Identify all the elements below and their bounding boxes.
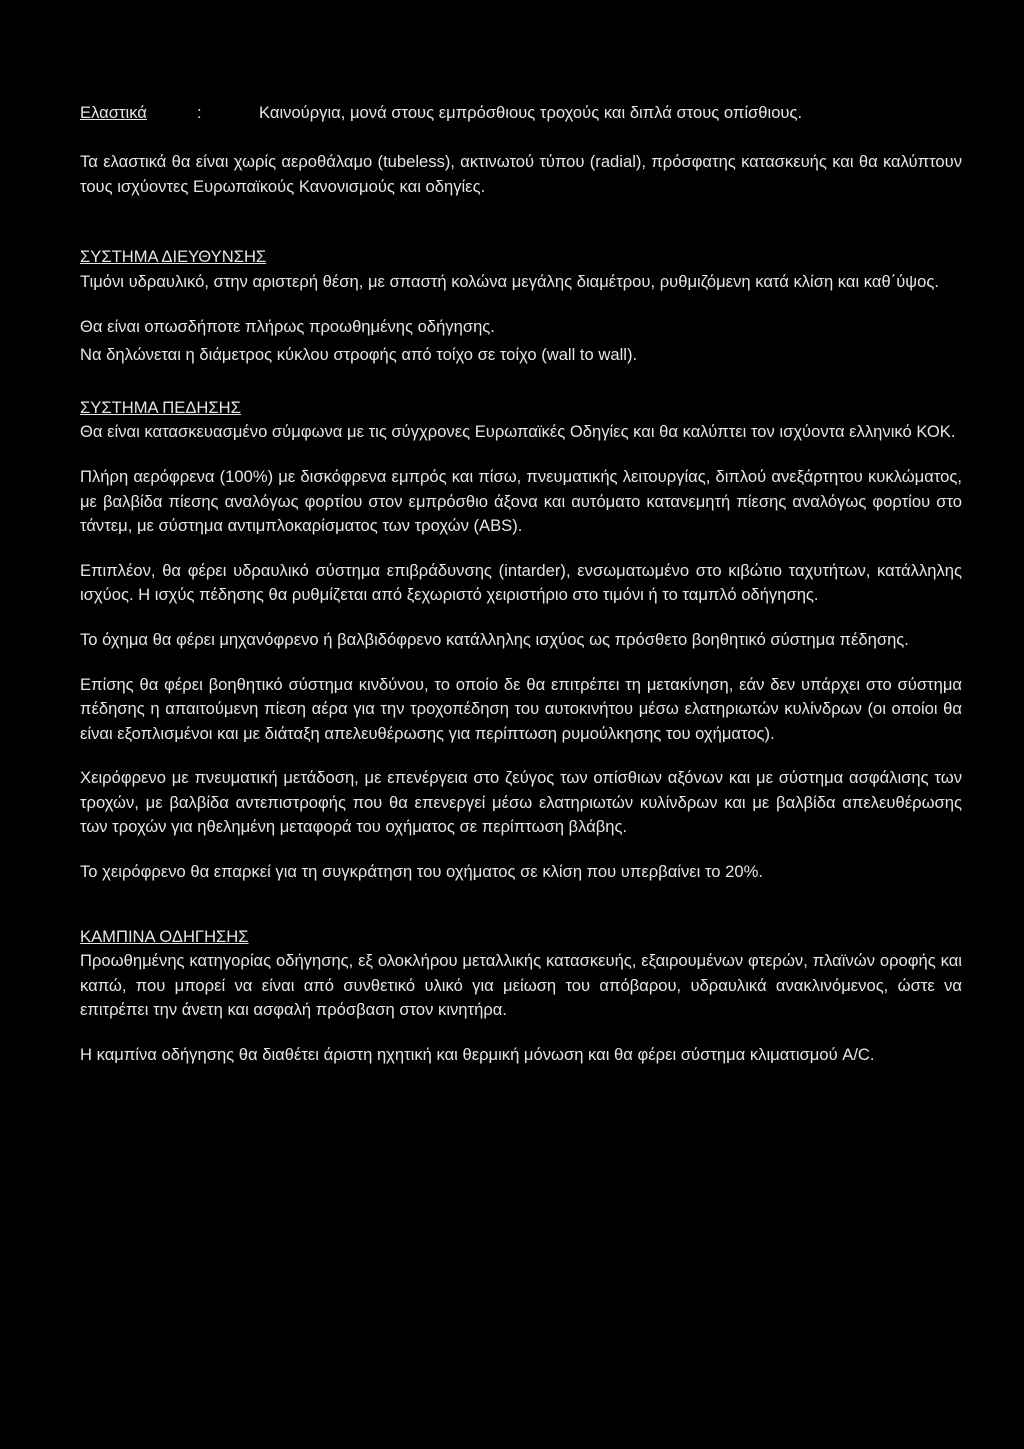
tires-row [80, 101, 962, 126]
tires-label: Ελαστικά [80, 103, 147, 122]
tires-colon: : [197, 103, 202, 122]
brakes-paragraph-5: Επίσης θα φέρει βοηθητικό σύστημα κινδύνου, το οποίο δε θα επιτρέπει τη μετακίνηση, εάν δεν υπάρχει στο σύστημα πέδησης η απαιτούμενη πίεση αέρα για την τροχοπέδηση του αυτοκινήτου μέσω ελατηριωτών κυλίνδρων (οι οποίοι θα είναι εξοπλισμένοι και με διάταξη απελευθέρωσης για περίπτωση ρυμούλκησης του οχήματος). [80, 674, 962, 743]
tires-spec-paragraph: Τα ελαστικά θα είναι χωρίς αεροθάλαμο (tubeless), ακτινωτού τύπου (radial), πρόσφατης κατασκευής και θα καλύπτουν τους ισχύοντες Ευρωπαϊκούς Κανονισμούς και οδηγίες. [80, 152, 962, 196]
cabin-paragraph-1: Προωθημένης κατηγορίας οδήγησης, εξ ολοκλήρου μεταλλικής κατασκευής, εξαιρουμένων φτερών, πλαϊνών οροφής και καπώ, που μπορεί να είναι από συνθετικό υλικό για μείωση του απόβαρου, υδραυλικά ανακλινόμενος, ώστε να επιτρέπει την άνετη και ασφαλή πρόσβαση στον κινητήρα. [80, 951, 962, 1020]
brakes-heading: ΣΥΣΤΗΜΑ ΠΕΔΗΣΗΣ [80, 397, 241, 417]
steering-paragraph-3: Να δηλώνεται η διάμετρος κύκλου στροφής από τοίχο σε τοίχο (wall to wall). [80, 345, 638, 365]
brakes-paragraph-2: Πλήρη αερόφρενα (100%) με δισκόφρενα εμπρός και πίσω, πνευματικής λειτουργίας, διπλού ανεξάρτητου κυκλώματος, με βαλβίδα πίεσης αναλόγως φορτίου στον εμπρόσθιο άξονα και αυτόματο κατανεμητή πίεσης αναλόγως φορτίου στο τάντεμ, με σύστημα αντιμπλοκαρίσματος των τροχών (ABS). [80, 466, 962, 536]
cabin-paragraph-2: Η καμπίνα οδήγησης θα διαθέτει άριστη ηχητική και θερμική μόνωση και θα φέρει σύστημα κλιματισμού A/C. [80, 1045, 875, 1065]
steering-paragraph-2: Θα είναι οπωσδήποτε πλήρως προωθημένης οδήγησης. [80, 316, 495, 336]
tires-value: Καινούργια, μονά στους εμπρόσθιους τροχούς και διπλά στους οπίσθιους. [259, 103, 803, 122]
brakes-paragraph-3: Επιπλέον, θα φέρει υδραυλικό σύστημα επιβράδυνσης (intarder), ενσωματωμένο στο κιβώτιο ταχυτήτων, κατάλληλης ισχύος. Η ισχύς πέδησης θα ρυθμίζεται από ξεχωριστό χειριστήριο στο τιμόνι ή το ταμπλό οδήγησης. [80, 560, 962, 605]
steering-heading: ΣΥΣΤΗΜΑ ΔΙΕΥΘΥΝΣΗΣ [80, 247, 267, 267]
cabin-heading: ΚΑΜΠΙΝΑ ΟΔΗΓΗΣΗΣ [80, 926, 249, 946]
brakes-paragraph-4: Το όχημα θα φέρει μηχανόφρενο ή βαλβιδόφρενο κατάλληλης ισχύος ως πρόσθετο βοηθητικό σύστημα πέδησης. [80, 629, 909, 649]
brakes-paragraph-7: Το χειρόφρενο θα επαρκεί για τη συγκράτηση του οχήματος σε κλίση που υπερβαίνει το 20%. [80, 862, 763, 882]
brakes-paragraph-1: Θα είναι κατασκευασμένο σύμφωνα με τις σύγχρονες Ευρωπαϊκές Οδηγίες και θα καλύπτει τον ισχύοντα ελληνικό ΚΟΚ. [80, 422, 956, 442]
steering-paragraph-1: Τιμόνι υδραυλικό, στην αριστερή θέση, με σπαστή κολώνα μεγάλης διαμέτρου, ρυθμιζόμενη κατά κλίση και καθ΄ύψος. [80, 271, 939, 291]
document-page [80, 101, 962, 1068]
brakes-paragraph-6: Χειρόφρενο με πνευματική μετάδοση, με επενέργεια στο ζεύγος των οπίσθιων αξόνων και με σύστημα ασφάλισης των τροχών, με βαλβίδα αντεπιστροφής που θα επενεργεί μέσω ελατηριωτών κυλίνδρων και με βαλβίδα απελευθέρωσης των τροχών για ηθελημένη μεταφορά του οχήματος σε περίπτωση βλάβης. [80, 768, 962, 837]
